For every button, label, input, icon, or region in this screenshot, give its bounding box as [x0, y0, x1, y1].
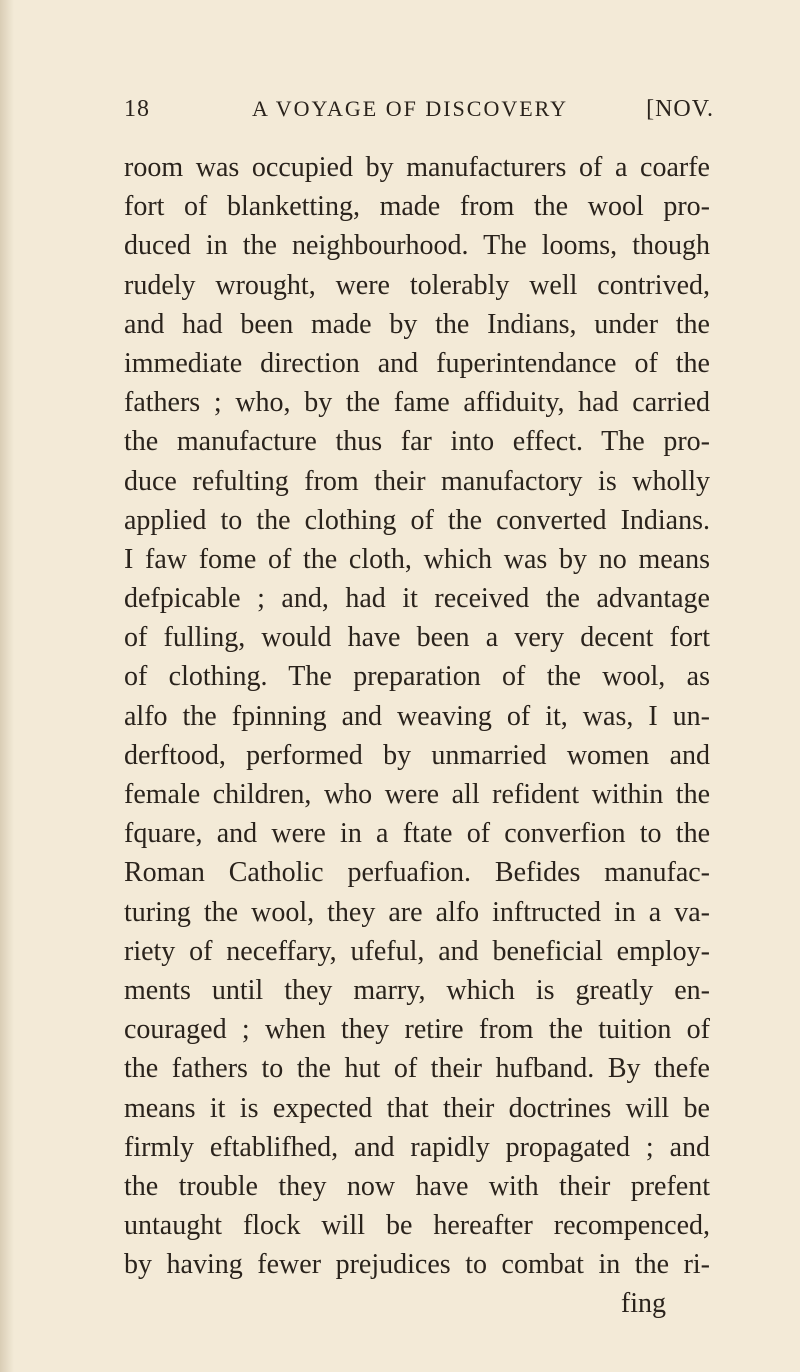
text-line: I faw fome of the cloth, which was by no means: [124, 543, 710, 575]
text-line: and had been made by the Indians, under the: [124, 308, 710, 340]
text-line: firmly eftablifhed, and rapidly propagated ; and: [124, 1131, 710, 1163]
header-date-bracket: [NOV.: [646, 96, 714, 122]
text-line: fathers ; who, by the fame affiduity, had carried: [124, 387, 710, 419]
text-line: ments until they marry, which is greatly en-: [124, 974, 710, 1006]
text-line: the fathers to the hut of their hufband. By thefe: [124, 1053, 710, 1085]
text-line: couraged ; when they retire from the tuition of: [124, 1014, 710, 1046]
text-line: of clothing. The preparation of the wool, as: [124, 661, 710, 693]
text-line: immediate direction and fuperintendance of the: [124, 347, 710, 379]
text-line: alfo the fpinning and weaving of it, was, I un-: [124, 700, 710, 732]
text-line: defpicable ; and, had it received the advantage: [124, 583, 710, 615]
text-line: untaught flock will be hereafter recompenced,: [124, 1210, 710, 1242]
text-line: fquare, and were in a ftate of converfion to the: [124, 818, 710, 850]
text-line: the trouble they now have with their prefent: [124, 1170, 710, 1202]
running-title: A VOYAGE OF DISCOVERY: [252, 96, 569, 121]
text-line: duce refulting from their manufactory is wholly: [124, 465, 710, 497]
text-line: room was occupied by manufacturers of a coarfe: [124, 152, 710, 183]
text-line: riety of neceffary, ufeful, and beneficial employ-: [124, 935, 710, 967]
text-line: rudely wrought, were tolerably well contrived,: [124, 269, 710, 301]
text-line: Roman Catholic perfuafion. Befides manufac-: [124, 857, 710, 889]
text-line: of fulling, would have been a very decent fort: [124, 622, 710, 654]
text-line: by having fewer prejudices to combat in the ri-: [124, 1249, 710, 1281]
text-line: turing the wool, they are alfo inftructed in a va-: [124, 896, 710, 928]
text-line: female children, who were all refident within the: [124, 779, 710, 810]
text-line: the manufacture thus far into effect. The pro-: [124, 426, 710, 458]
text-line: means it is expected that their doctrines will be: [124, 1092, 710, 1124]
page-header: [124, 96, 714, 136]
catchword: fing: [620, 1288, 666, 1320]
text-line: fort of blanketting, made from the wool pro-: [124, 191, 710, 223]
text-line: duced in the neighbourhood. The looms, though: [124, 230, 710, 262]
text-line: derftood, performed by unmarried women and: [124, 739, 710, 771]
page-number: 18: [124, 96, 150, 122]
page-gutter-shadow: [0, 0, 14, 1372]
body-text: [124, 148, 710, 1324]
text-line: applied to the clothing of the converted Indians.: [124, 504, 710, 536]
